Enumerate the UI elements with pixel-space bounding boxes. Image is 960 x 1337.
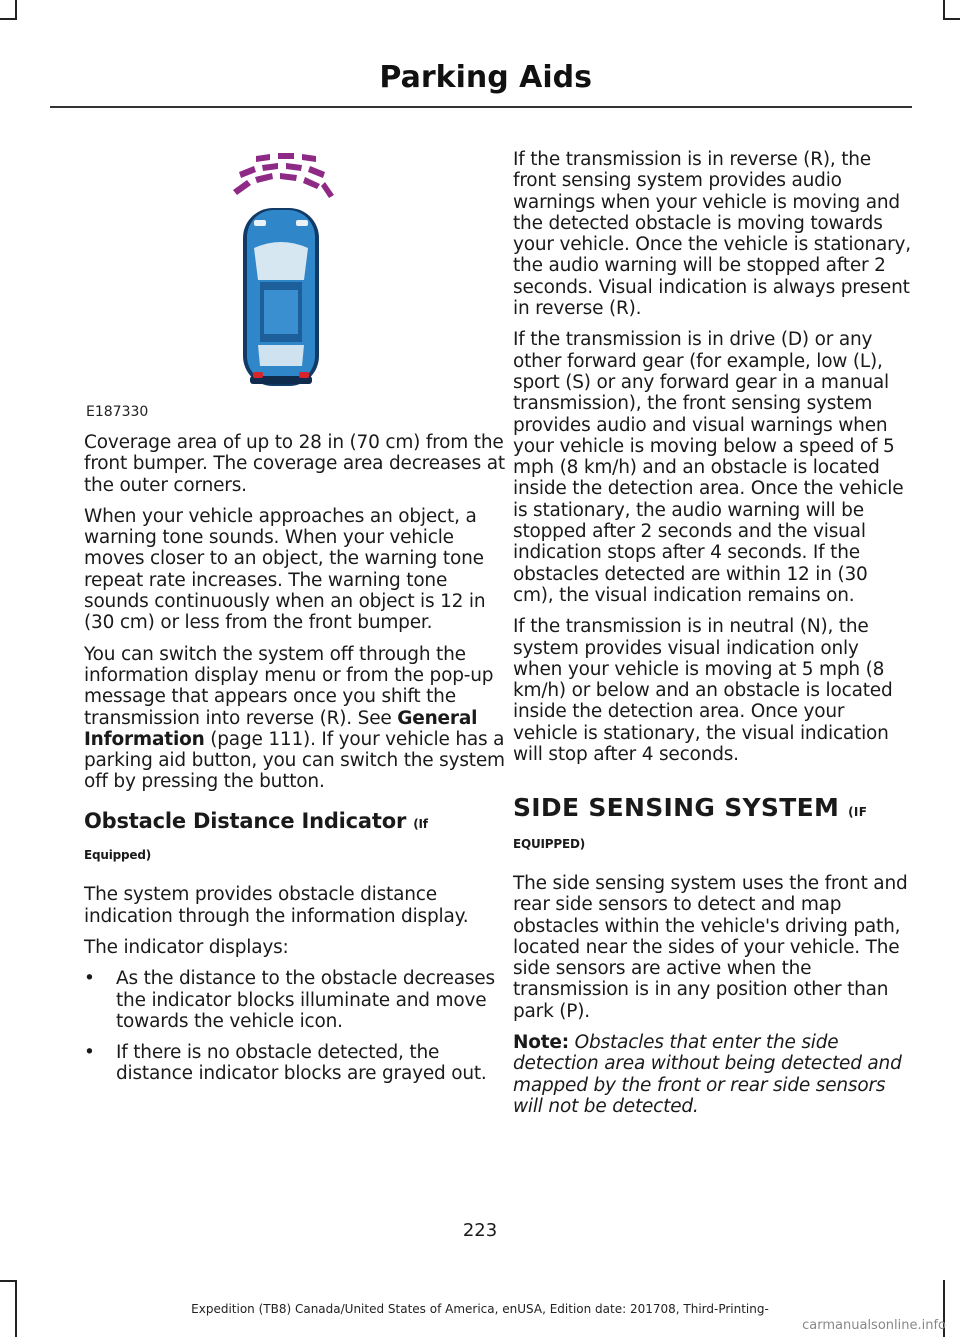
paragraph: If the transmission is in neutral (N), the system provides visual indication only when your vehicle is moving at 5 mph (8 km/h) or below and an obstacle is located inside the detection area. Once your vehicle is stationary, the visual indication will stop after 4 seconds.: [513, 616, 893, 766]
note: Note: Obstacles that enter the side detection area without being detected and mapped by the front or rear side sensors will not be detected.: [513, 1031, 902, 1117]
cross-reference-link[interactable]: General Information: [84, 707, 478, 750]
note-label: Note:: [513, 1031, 569, 1053]
footer-text: Expedition (TB8) Canada/United States of America, enUSA, Edition date: 201708, Third-Printing-: [191, 1302, 769, 1316]
paragraph: The indicator displays:: [84, 936, 289, 958]
section-heading-continuation: EQUIPPED): [513, 836, 586, 851]
header-divider: [50, 106, 912, 108]
right-column: [513, 149, 911, 1127]
sensor-waves-icon: [233, 153, 334, 198]
section-heading: SIDE SENSING SYSTEM (IF: [513, 793, 868, 823]
bullet-icon: •: [84, 968, 95, 990]
crop-mark: [0, 18, 17, 20]
page-title: Parking Aids: [379, 60, 592, 95]
paragraph: When your vehicle approaches an object, a warning tone sounds. When your vehicle moves closer to an object, the warning tone repeat rate increases. The warning tone sounds continuously when an object is 12 in (30 cm) or less from the front bumper.: [84, 505, 486, 634]
subheading-continuation: Equipped): [84, 848, 152, 863]
vehicle-coverage-figure: [84, 140, 474, 425]
paragraph: Coverage area of up to 28 in (70 cm) from the front bumper. The coverage area decreases at the outer corners.: [84, 432, 505, 496]
bullet-icon: •: [84, 1042, 95, 1064]
paragraph: If the transmission is in reverse (R), the front sensing system provides audio warnings when your vehicle is moving and the detected obstacle is moving towards your vehicle. Once the vehicle is stationary, the audio warning will be stopped after 2 seconds. Visual indication is always present in reverse (R).: [513, 149, 911, 320]
list-item: • As the distance to the obstacle decreases the indicator blocks illuminate and move towards the vehicle icon.: [84, 968, 495, 1032]
crop-mark: [943, 0, 945, 20]
crop-mark: [943, 18, 960, 20]
paragraph: The system provides obstacle distance indication through the information display.: [84, 884, 469, 927]
subheading: Obstacle Distance Indicator (If: [84, 808, 428, 833]
paragraph: You can switch the system off through the information display menu or from the pop-up message that appears once you shift the transmission into reverse (R). See General Information (page 111). If your vehicle has a parking aid button, you can switch the system off by pressing the button.: [84, 643, 505, 793]
crop-mark: [0, 1280, 17, 1282]
paragraph: The side sensing system uses the front and rear side sensors to detect and map obstacles within the vehicle's driving path, located near the sides of your vehicle. The side sensors are active when the transmission is in any position other than park (P).: [513, 872, 908, 1022]
watermark: carmanualsonline.info: [802, 1318, 946, 1333]
paragraph: If the transmission is in drive (D) or any other forward gear (for example, low (L), sport (S) or any forward gear in a manual transmission), the front sensing system provides audio and visual warnings when your vehicle is moving below a speed of 5 mph (8 km/h) and an obstacle is located inside the detection area. Once the vehicle is stationary, the audio warning will be stopped after 2 seconds and the visual indication stops after 4 seconds. If the obstacles detected are within 12 in (30 cm), the visual indication remains on.: [513, 329, 904, 606]
car-icon: [243, 208, 319, 386]
list-item: • If there is no obstacle detected, the distance indicator blocks are grayed out.: [84, 1042, 487, 1085]
car-top-view-illustration: [84, 140, 474, 425]
figure-label: E187330: [86, 404, 149, 420]
page-number: 223: [462, 1220, 498, 1241]
left-column: [84, 432, 509, 1095]
crop-mark: [15, 0, 17, 20]
